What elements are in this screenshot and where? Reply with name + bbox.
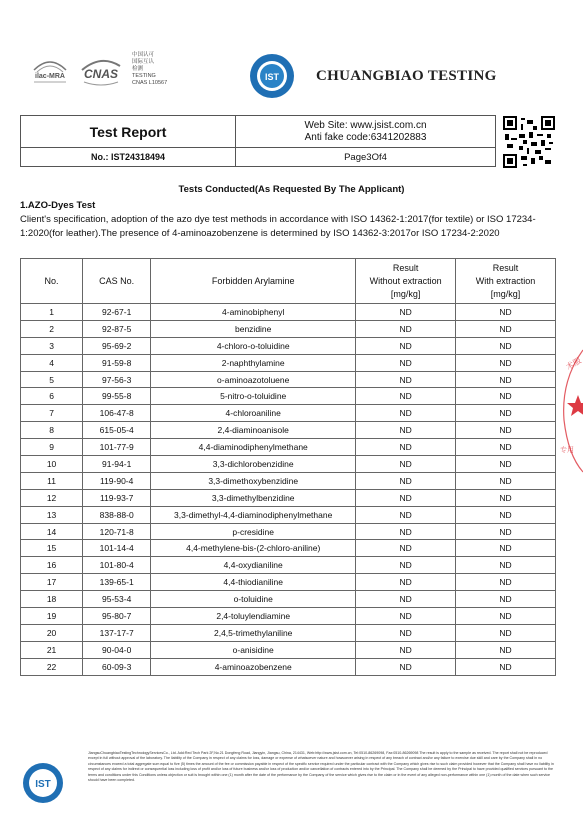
test-description: Client's specification, adoption of the azo dye test methods in accordance with ISO 14362-1:2017(for textile) or ISO 17234-1:2020(for leather).The presence of 4-aminoazobenzene is determined by ISO 14362-3:2017or ISO 17234-2:2020: [20, 214, 536, 239]
table-row: [21, 304, 556, 321]
table-row: [21, 439, 556, 456]
cell-cas: 101-14-4: [83, 540, 151, 557]
cell-result-with: ND: [456, 456, 556, 473]
cell-result-with: ND: [456, 304, 556, 321]
cell-result-with: ND: [456, 337, 556, 354]
section-title: Tests Conducted(As Requested By The Applicant): [178, 184, 405, 195]
ilac-mra-logo: [30, 56, 70, 86]
cell-amine: 2,4-toluylendiamine: [151, 608, 356, 625]
cell-no: 8: [21, 422, 83, 439]
cell-result-without: ND: [356, 405, 456, 422]
cell-cas: 99-55-8: [83, 388, 151, 405]
anti-fake-code: Anti fake code:6341202883: [304, 131, 427, 143]
svg-text:IST: IST: [35, 779, 51, 790]
cell-no: 11: [21, 472, 83, 489]
cell-result-without: ND: [356, 523, 456, 540]
cell-result-with: ND: [456, 489, 556, 506]
cell-result-with: ND: [456, 658, 556, 675]
cell-no: 3: [21, 337, 83, 354]
table-row: [21, 540, 556, 557]
cell-result-with: ND: [456, 405, 556, 422]
cell-no: 21: [21, 641, 83, 658]
cell-result-without: ND: [356, 574, 456, 591]
cell-result-without: ND: [356, 337, 456, 354]
cell-amine: o-toluidine: [151, 591, 356, 608]
report-title: Test Report: [21, 116, 236, 148]
cell-cas: 95-80-7: [83, 608, 151, 625]
cell-cas: 91-59-8: [83, 354, 151, 371]
cell-cas: 95-69-2: [83, 337, 151, 354]
col-header-no: No.: [21, 259, 83, 304]
table-row: [21, 641, 556, 658]
cell-result-with: ND: [456, 472, 556, 489]
cell-result-without: ND: [356, 608, 456, 625]
table-row: [21, 489, 556, 506]
cell-result-with: ND: [456, 540, 556, 557]
table-row: [21, 624, 556, 641]
cell-cas: 91-94-1: [83, 456, 151, 473]
cell-amine: 4,4-diaminodiphenylmethane: [151, 439, 356, 456]
cell-amine: 3,3-dimethylbenzidine: [151, 489, 356, 506]
cell-amine: 4,4-methylene-bis-(2-chloro-aniline): [151, 540, 356, 557]
cell-result-without: ND: [356, 489, 456, 506]
cell-cas: 60-09-3: [83, 658, 151, 675]
cell-result-without: ND: [356, 320, 456, 337]
col-header-cas: CAS No.: [83, 259, 151, 304]
cell-amine: 4-chloroaniline: [151, 405, 356, 422]
cell-cas: 101-77-9: [83, 439, 151, 456]
cell-amine: p-cresidine: [151, 523, 356, 540]
cell-no: 9: [21, 439, 83, 456]
cell-amine: 3,3-dimethoxybenzidine: [151, 472, 356, 489]
table-row: [21, 523, 556, 540]
cell-result-without: ND: [356, 658, 456, 675]
cell-cas: 90-04-0: [83, 641, 151, 658]
col-header-amine: Forbidden Arylamine: [151, 259, 356, 304]
cell-result-without: ND: [356, 304, 456, 321]
cell-result-without: ND: [356, 354, 456, 371]
cnas-logo: [76, 54, 126, 88]
footer-ist-logo: [22, 762, 64, 804]
report-header-table: [20, 115, 496, 167]
cell-cas: 106-47-8: [83, 405, 151, 422]
qr-code: [503, 116, 555, 168]
cell-no: 5: [21, 371, 83, 388]
cell-no: 13: [21, 506, 83, 523]
azo-results-table: [20, 258, 556, 676]
svg-text:CNAS: CNAS: [83, 67, 119, 81]
cell-result-without: ND: [356, 624, 456, 641]
cell-cas: 92-67-1: [83, 304, 151, 321]
svg-text:专用: 专用: [560, 446, 574, 454]
cell-result-without: ND: [356, 439, 456, 456]
cell-amine: 5-nitro-o-toluidine: [151, 388, 356, 405]
company-name: CHUANGBIAO TESTING: [316, 68, 497, 84]
cell-no: 2: [21, 320, 83, 337]
cell-amine: 3,3-dichlorobenzidine: [151, 456, 356, 473]
cell-result-with: ND: [456, 422, 556, 439]
cell-result-without: ND: [356, 641, 456, 658]
cell-no: 12: [21, 489, 83, 506]
cell-amine: 3,3-dimethyl-4,4-diaminodiphenylmethane: [151, 506, 356, 523]
cell-amine: 2-naphthylamine: [151, 354, 356, 371]
cell-amine: 4-aminoazobenzene: [151, 658, 356, 675]
table-row: [21, 422, 556, 439]
cell-no: 4: [21, 354, 83, 371]
cell-cas: 95-53-4: [83, 591, 151, 608]
cell-amine: 4-chloro-o-toluidine: [151, 337, 356, 354]
cell-amine: 2,4-diaminoanisole: [151, 422, 356, 439]
cell-result-with: ND: [456, 523, 556, 540]
cell-amine: 2,4,5-trimethylaniline: [151, 624, 356, 641]
table-row: [21, 557, 556, 574]
cell-no: 1: [21, 304, 83, 321]
table-row: [21, 591, 556, 608]
cell-cas: 139-65-1: [83, 574, 151, 591]
table-row: [21, 472, 556, 489]
cell-no: 6: [21, 388, 83, 405]
cell-result-with: ND: [456, 354, 556, 371]
cell-result-with: ND: [456, 574, 556, 591]
cell-no: 20: [21, 624, 83, 641]
cell-no: 15: [21, 540, 83, 557]
cell-result-without: ND: [356, 388, 456, 405]
cell-result-with: ND: [456, 439, 556, 456]
table-row: [21, 506, 556, 523]
cell-cas: 92-87-5: [83, 320, 151, 337]
table-row: [21, 320, 556, 337]
table-row: [21, 574, 556, 591]
cell-amine: benzidine: [151, 320, 356, 337]
cell-amine: o-anisidine: [151, 641, 356, 658]
cell-no: 18: [21, 591, 83, 608]
col-header-result-with: Result With extraction [mg/kg]: [456, 259, 556, 304]
cell-cas: 119-90-4: [83, 472, 151, 489]
cell-amine: 4,4-oxydianiline: [151, 557, 356, 574]
report-number: No.: IST24318494: [21, 148, 236, 166]
cell-result-without: ND: [356, 371, 456, 388]
svg-text:ilac-MRA: ilac-MRA: [35, 73, 65, 80]
cell-no: 14: [21, 523, 83, 540]
table-row: [21, 608, 556, 625]
cell-cas: 101-80-4: [83, 557, 151, 574]
cell-cas: 119-93-7: [83, 489, 151, 506]
svg-text:IST: IST: [264, 72, 280, 82]
cell-result-with: ND: [456, 608, 556, 625]
svg-text:术服: 术服: [564, 355, 583, 372]
footer-disclaimer: JiangsuChuangbiaoTestingTechnologyServicesCo., Ltd. Add:Red Tech Park 2F,No.21 Dongfeng Road, Jiangyin, Jiangsu, China, 214431, Web:http://www.jsist.com.cn, Tel:0510-86269098, Fax:0510-86269098 The result is apply to the sample as received. The report shall not be reproduced except in full without approval of the laboratory. The liability of the Company in respect of any claims for loss, damage or expense of whatsoever nature and howsoever arising in respect of any breach of contract and/or any failure to exercise due skill and care by the Company shall in no circumstances exceed a total aggregate sum equal to five (5) times the amount of the fee or commission payable in respect of the specific service required under the particular contract with the Company which gives rise to such claim provided however that the Company shall have no liability in respect of any claims for indirect or consequential loss including loss of profit and/or loss of future business and/or loss of production and/or cancellation of contracts entered into by the Principal. The Company shall be deemed by the Principal to have provided qualified services pursuant to the terms and conditions under this Conditions unless objection or suit is brought within one (1) month after the date of the performance by the Company of the service which gives rise to the claim or in the event of any alleged non-performance within one (1) month of the date when such service should have been completed.: [88, 751, 554, 783]
cell-amine: 4,4-thiodianiline: [151, 574, 356, 591]
cell-result-without: ND: [356, 540, 456, 557]
cell-result-with: ND: [456, 388, 556, 405]
table-row: [21, 388, 556, 405]
cell-amine: 4-aminobiphenyl: [151, 304, 356, 321]
cell-cas: 120-71-8: [83, 523, 151, 540]
cell-result-without: ND: [356, 456, 456, 473]
cell-result-with: ND: [456, 591, 556, 608]
cell-result-without: ND: [356, 591, 456, 608]
cell-result-with: ND: [456, 557, 556, 574]
seal-stamp: [556, 340, 583, 480]
table-row: [21, 337, 556, 354]
cell-cas: 615-05-4: [83, 422, 151, 439]
cell-no: 19: [21, 608, 83, 625]
table-row: [21, 456, 556, 473]
cell-result-without: ND: [356, 472, 456, 489]
cell-result-with: ND: [456, 624, 556, 641]
cell-result-with: ND: [456, 641, 556, 658]
ist-logo: [248, 52, 296, 100]
table-row: [21, 371, 556, 388]
cell-no: 7: [21, 405, 83, 422]
site-info: [236, 116, 495, 148]
website-text: Web Site: www.jsist.com.cn: [304, 119, 427, 131]
cell-no: 22: [21, 658, 83, 675]
cell-amine: o-aminoazotoluene: [151, 371, 356, 388]
cell-result-with: ND: [456, 371, 556, 388]
cell-result-without: ND: [356, 557, 456, 574]
cell-no: 17: [21, 574, 83, 591]
cell-no: 16: [21, 557, 83, 574]
cell-cas: 137-17-7: [83, 624, 151, 641]
page-number: Page3Of4: [344, 151, 387, 163]
cell-no: 10: [21, 456, 83, 473]
table-row: [21, 405, 556, 422]
table-header-row: [21, 259, 556, 304]
cell-result-without: ND: [356, 506, 456, 523]
table-row: [21, 354, 556, 371]
test-heading: 1.AZO-Dyes Test: [20, 200, 96, 211]
col-header-result-without: Result Without extraction [mg/kg]: [356, 259, 456, 304]
cell-result-without: ND: [356, 422, 456, 439]
cell-result-with: ND: [456, 320, 556, 337]
table-row: [21, 658, 556, 675]
cell-cas: 97-56-3: [83, 371, 151, 388]
cell-cas: 838-88-0: [83, 506, 151, 523]
cell-result-with: ND: [456, 506, 556, 523]
accreditation-text: 中国认可 国际互认 检测 TESTING CNAS L10567: [132, 52, 168, 86]
